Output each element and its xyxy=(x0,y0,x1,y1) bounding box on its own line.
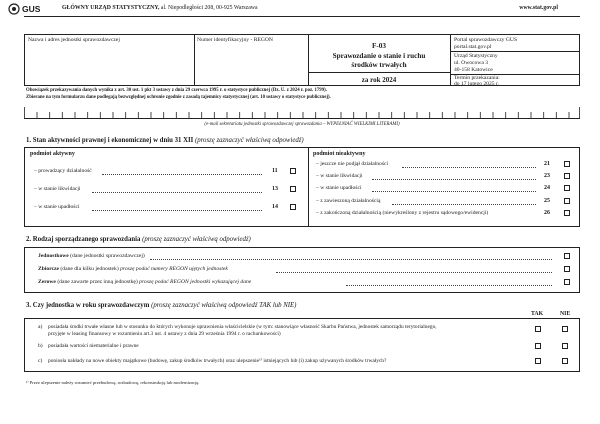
form-code: F-03 xyxy=(372,42,386,50)
office-name: GŁÓWNY URZĄD STATYSTYCZNY, xyxy=(62,5,160,11)
inactive-item-label: – z zawieszoną działalnością xyxy=(316,198,381,204)
question-letter: b) xyxy=(38,343,43,349)
regon-other-field[interactable] xyxy=(346,285,552,286)
office-address: al. Niepodległości 208, 00-925 Warszawa xyxy=(160,5,258,11)
inactive-item-checkbox[interactable] xyxy=(564,185,570,191)
legal-line2: Zbierane na tym formularzu dane podlegają bezwzględnej ochronie zgodnie z zasadą tajemnicy statystycznej (art. 10 ustawy o statystyce publicznej). xyxy=(26,95,331,100)
report-type-desc: (dane zawarte przez inną jednostkę) xyxy=(55,279,138,285)
active-item-label: – prowadzący działalność xyxy=(34,168,92,174)
inactive-item-code: 23 xyxy=(544,173,550,179)
portal-line2[interactable]: portal.stat.gov.pl xyxy=(454,44,492,50)
office-header xyxy=(62,5,258,12)
section3-title xyxy=(26,302,296,309)
yes-column-label: TAK xyxy=(531,311,544,317)
deadline-line2: do 17 lutego 2025 r. xyxy=(454,81,499,87)
name-address-label: Nazwa i adres jednostki sprawozdawczej xyxy=(28,37,120,43)
active-item-code: 11 xyxy=(272,168,278,174)
no-checkbox[interactable] xyxy=(562,358,568,364)
yes-checkbox[interactable] xyxy=(535,358,541,364)
form-title-line1: Sprawozdanie o stanie i ruchu xyxy=(332,52,426,60)
report-type-checkbox[interactable] xyxy=(564,253,570,259)
inactive-item-label: – z zakończoną działalnością (niewykreślony z rejestru sądowego/ewidencji) xyxy=(316,210,489,216)
active-item-code: 13 xyxy=(272,186,278,192)
question-text: posiadała wartości niematerialne i prawne xyxy=(48,343,139,349)
section2-title-text: 2. Rodzaj sporządzanego sprawozdania xyxy=(26,236,141,243)
section1-title-text: 1. Stan aktywności prawnej i ekonomicznej w dniu 31 XII xyxy=(26,137,194,144)
header-rule xyxy=(24,16,580,17)
inactive-item-code: 21 xyxy=(544,161,550,167)
inactive-item-label: – w stanie likwidacji xyxy=(316,173,363,179)
question-letter: c) xyxy=(38,358,43,364)
report-type-bold: Zerowe xyxy=(38,279,56,285)
inactive-item-checkbox[interactable] xyxy=(564,198,570,204)
inactive-item-code: 26 xyxy=(544,210,550,216)
active-item-checkbox[interactable] xyxy=(290,186,296,192)
no-checkbox[interactable] xyxy=(562,326,568,332)
report-type-row xyxy=(38,279,251,285)
yes-checkbox[interactable] xyxy=(535,343,541,349)
portal-line1: Portal sprawozdawczy GUS xyxy=(454,37,518,43)
website: www.stat.gov.pl xyxy=(519,5,558,11)
report-type-row xyxy=(38,266,228,272)
active-item-label: – w stanie likwidacji xyxy=(34,186,81,192)
section3-title-text: 3. Czy jednostka w roku sprawozdawczym xyxy=(26,302,150,309)
inactive-item-checkbox[interactable] xyxy=(564,173,570,179)
inactive-item-checkbox[interactable] xyxy=(564,161,570,167)
active-item-label: – w stanie upadłości xyxy=(34,204,80,210)
inactive-item-code: 25 xyxy=(544,198,550,204)
regon-field[interactable] xyxy=(196,44,306,84)
email-grid-ticks xyxy=(24,107,580,119)
question-text: poniosła nakłady na nowe obiekty majątkowe (budowę, zakup środków trwałych) oraz ulepszenie¹⁾ istniejących lub (i) zakup używanych środków trwałych? xyxy=(48,358,387,364)
inactive-header: podmiot nieaktywny xyxy=(313,151,366,157)
question-letter: a) xyxy=(38,324,43,330)
report-year: za rok 2024 xyxy=(361,76,397,84)
report-type-checkbox[interactable] xyxy=(564,266,570,272)
active-item-checkbox[interactable] xyxy=(290,168,296,174)
question-text-cont: przyjęte w leasing finansowy w rozumieniu art.3 ust. 4 ustawy z dnia 29 września 1994 r. o rachunkowości) xyxy=(48,331,281,337)
email-input-grid[interactable] xyxy=(24,107,580,119)
report-type-bold: Jednostkowe xyxy=(38,253,69,259)
email-caption: (e-mail sekretariatu jednostki sprawozdawczej sprawozdania – WYPEŁNIAĆ WIELKIMI LITERAMI) xyxy=(204,122,400,127)
active-item-code: 14 xyxy=(272,204,278,210)
yes-checkbox[interactable] xyxy=(535,326,541,332)
report-type-note: proszę podać numery REGON ujętych jednostek xyxy=(118,266,228,272)
section2-title xyxy=(26,236,251,243)
office-line2: ul. Owocowa 3 xyxy=(454,60,489,66)
form-title-line2: środków trwałych xyxy=(351,61,407,69)
deadline-line1: Termin przekazania: xyxy=(454,75,500,81)
report-type-checkbox[interactable] xyxy=(564,279,570,285)
no-checkbox[interactable] xyxy=(562,343,568,349)
logo-text: GUS xyxy=(22,4,41,14)
section3-hint: (proszę zaznaczyć właściwą odpowiedź TAK lub NIE) xyxy=(151,302,297,309)
regon-list-field[interactable] xyxy=(276,272,552,273)
gus-logo-icon xyxy=(8,3,20,15)
question-text: posiadała środki trwałe własne lub w stosunku do których wykonuje uprawnienia właścicielskie (w tym: stanowiące własność Skarbu Państwa, jednostek samorządu terytorialnego, xyxy=(48,324,437,330)
no-column-label: NIE xyxy=(560,311,571,317)
gus-logo xyxy=(8,3,48,15)
regon-label: Numer identyfikacyjny - REGON xyxy=(197,37,273,43)
report-type-desc: (dane dla kilku jednostek) xyxy=(59,266,119,272)
section1-box xyxy=(24,147,580,227)
inactive-item-code: 24 xyxy=(544,185,550,191)
report-type-desc: (dane jednostki sprawozdawczej) xyxy=(68,253,145,259)
active-header: podmiot aktywny xyxy=(30,151,75,157)
office-line3: 40-158 Katowice xyxy=(454,67,493,73)
report-type-row xyxy=(38,253,145,259)
office-line1: Urząd Statystyczny xyxy=(454,53,498,59)
inactive-item-label: – jeszcze nie podjął działalności xyxy=(316,161,389,167)
report-type-note: proszę podać REGON jednostki wykazującej dane xyxy=(137,279,252,285)
report-type-bold: Zbiorcze xyxy=(38,266,60,272)
active-item-checkbox[interactable] xyxy=(290,204,296,210)
footnote: ¹⁾ Przez ulepszenie należy rozumieć przebudowę, rozbudowę, rekonstrukcję lub modernizację. xyxy=(26,380,200,385)
inactive-item-label: – w stanie upadłości xyxy=(316,185,362,191)
inactive-item-checkbox[interactable] xyxy=(564,210,570,216)
legal-line1: Obowiązek przekazywania danych wynika z art. 30 ust. 1 pkt 3 ustawy z dnia 29 czerwca 1995 r. o statystyce publicznej (Dz. U. z 2024 r. poz. 1799). xyxy=(26,88,327,93)
section1-title xyxy=(26,137,304,144)
section1-hint: (proszę zaznaczyć właściwą odpowiedź) xyxy=(195,137,304,144)
section2-hint: (proszę zaznaczyć właściwą odpowiedź) xyxy=(142,236,251,243)
name-address-field[interactable] xyxy=(26,44,192,84)
